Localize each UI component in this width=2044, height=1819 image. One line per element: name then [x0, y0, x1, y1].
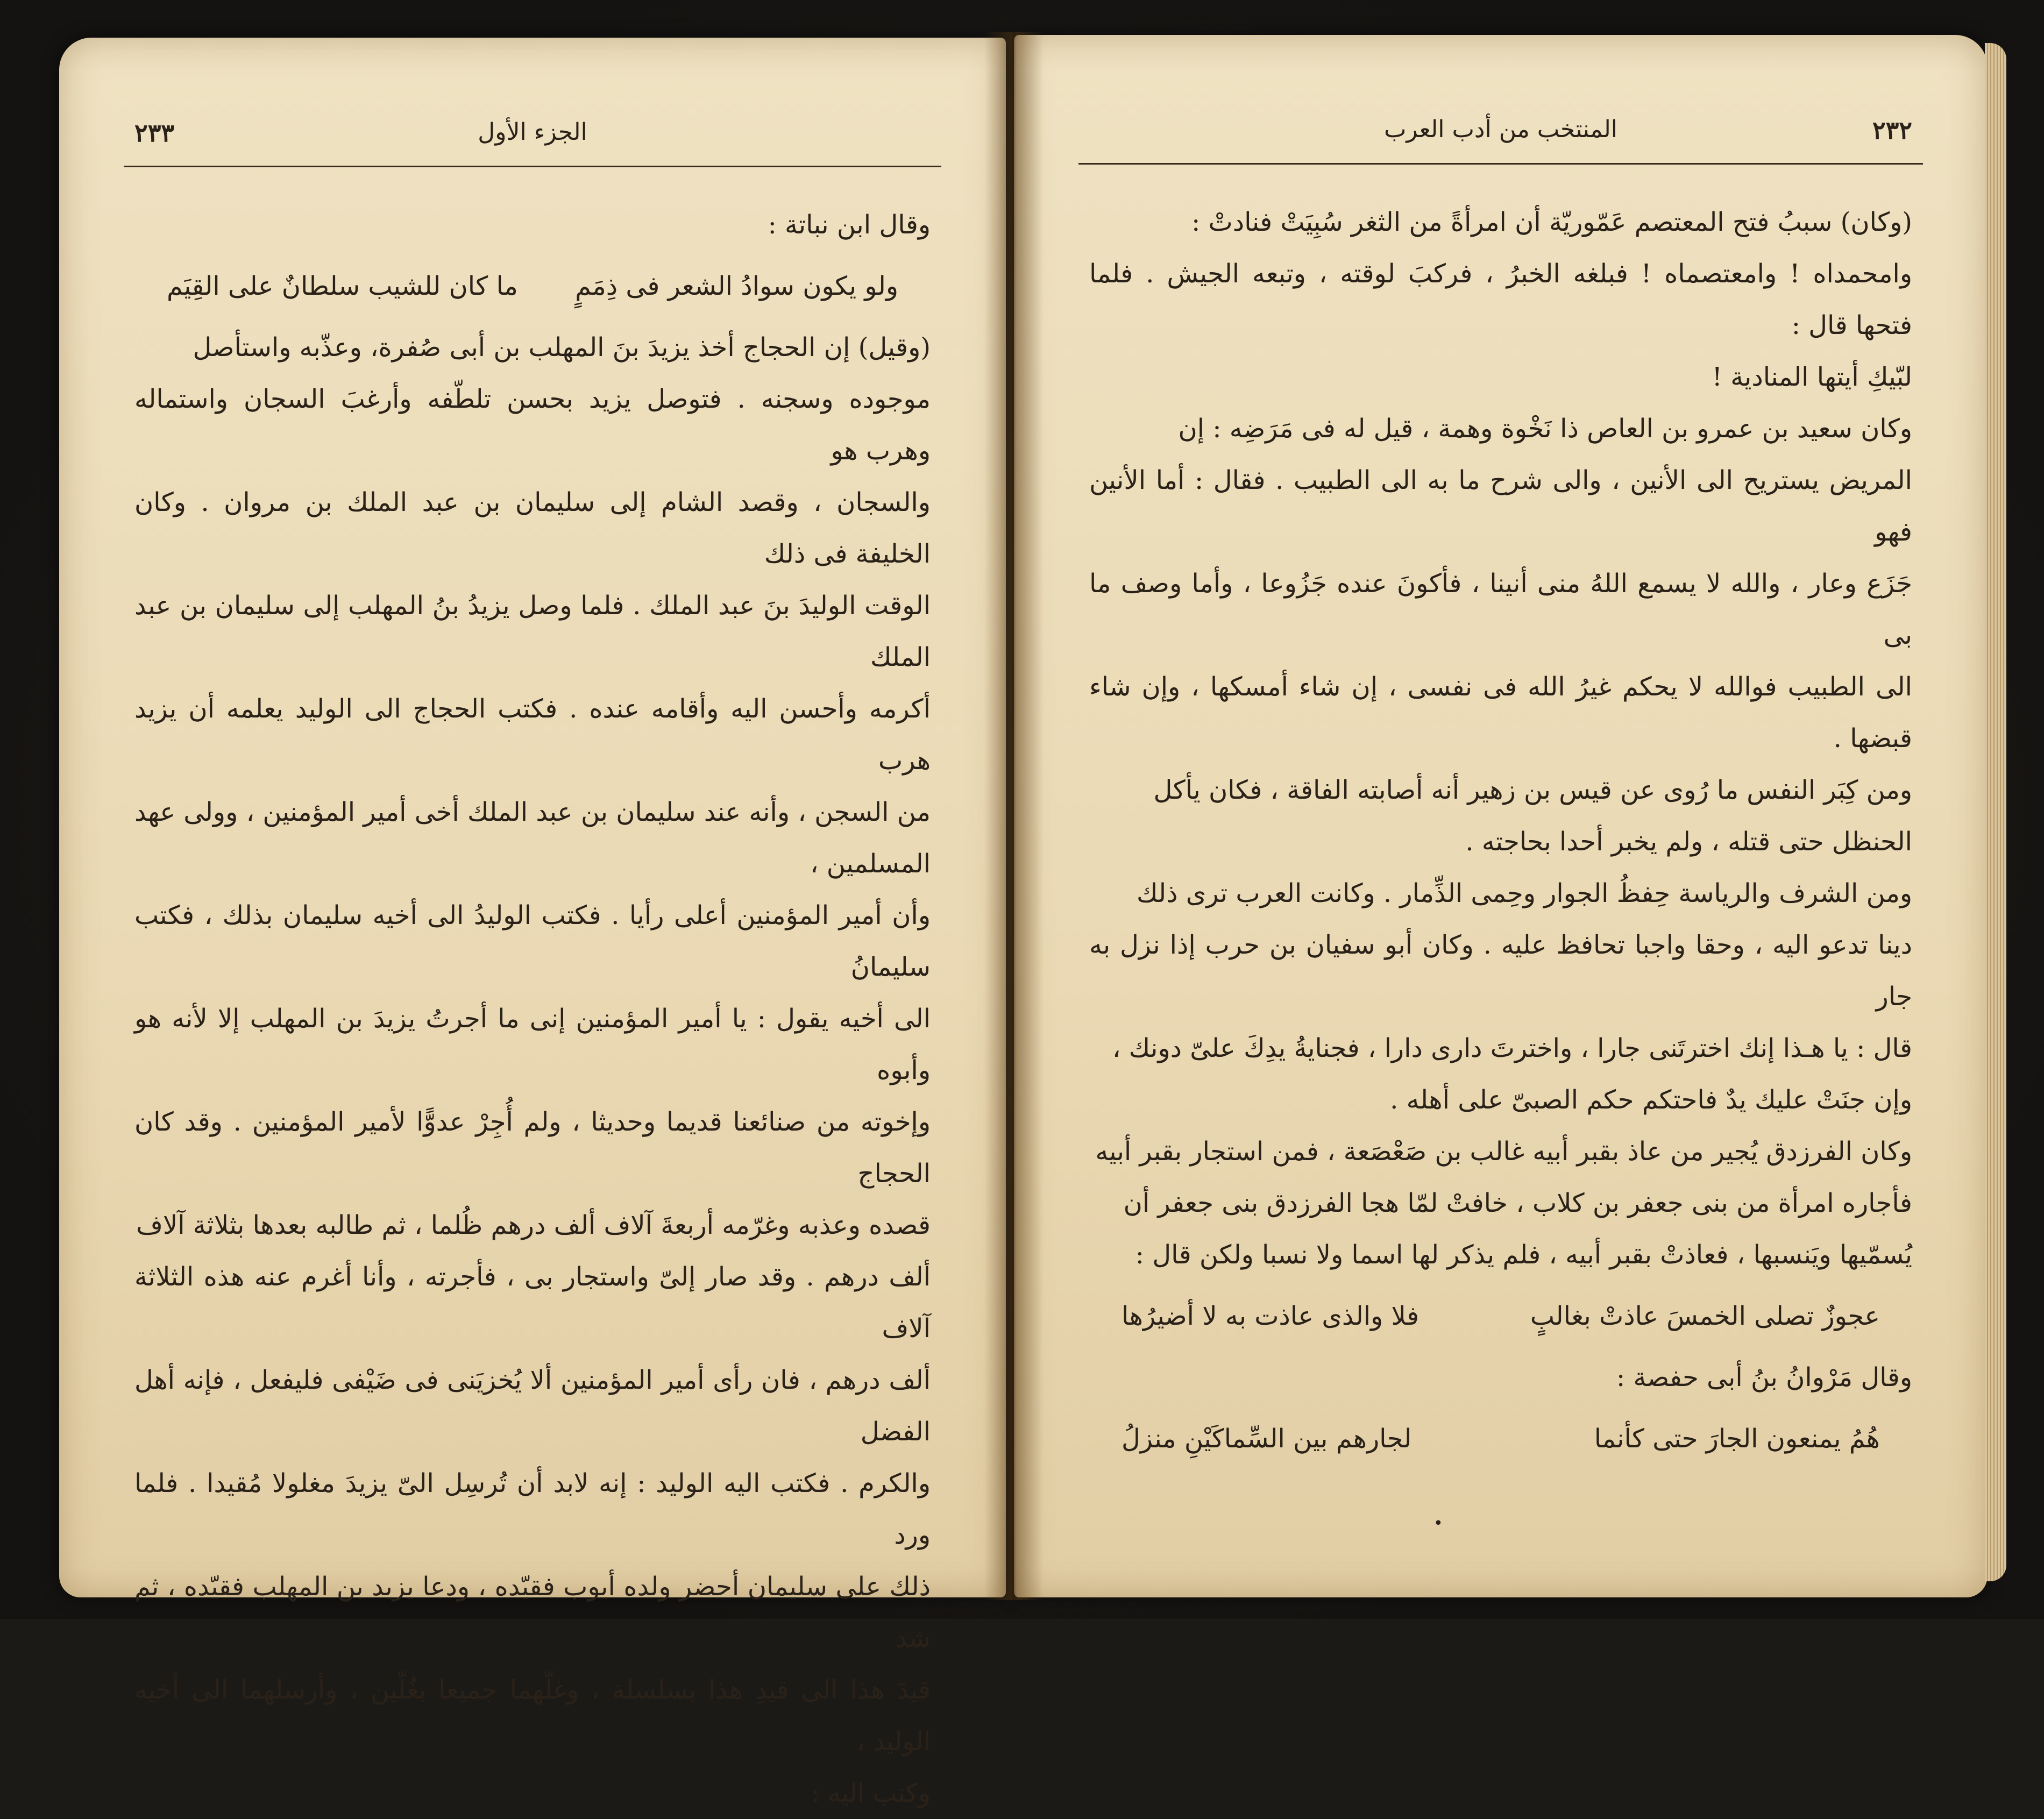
text-line: ذلك على سليمان أحضر ولده أيوب فقيّده ، ودعا يزيد بن المهلب فقيّده ، ثم شد — [134, 1572, 931, 1653]
text-line: موجوده وسجنه . فتوصل يزيد بحسن تلطّفه وأرغبَ السجان واستماله وهرب هو — [134, 384, 931, 466]
text-line: وأن أمير المؤمنين أعلى رأيا . فكتب الوليدُ الى أخيه سليمان بذلك ، فكتب سليمانُ — [134, 900, 931, 982]
right-page-header — [1078, 116, 1923, 159]
text-line: المريض يستريح الى الأنين ، والى شرح ما به الى الطبيب . فقال : أما الأنين فهو — [1089, 465, 1912, 547]
verse-hemistich-left: ما كان للشيب سلطانٌ على القِيَم — [167, 271, 518, 301]
verse-hemistich-right: هُمُ يمنعون الجارَ حتى كأنما — [1594, 1424, 1880, 1454]
verse — [1089, 1413, 1912, 1465]
text-line: ألف درهم ، فان رأى أمير المؤمنين ألا يُخزيَنى فى ضَيْفى فليفعل ، فإنه أهل الفضل — [134, 1365, 931, 1447]
header-rule — [124, 166, 941, 167]
text-line: ألف درهم . وقد صار إلىّ واستجار بى ، فأجرته ، وأنا أغرم عنه هذه الثلاثة آلاف — [134, 1262, 931, 1344]
text-line: قال : يا هـذا إنك اخترتَنى جارا ، واخترتَ دارى دارا ، فجنايةُ يدِكَ علىّ دونك ، — [1112, 1033, 1912, 1063]
text-line: ومن كِبَر النفس ما رُوى عن قيس بن زهير أنه أصابته الفاقة ، فكان يأكل — [1153, 775, 1912, 805]
book-gutter — [984, 32, 1044, 1600]
text-line: أكرمه وأحسن اليه وأقامه عنده . فكتب الحجاج الى الوليد يعلمه أن يزيد هرب — [134, 694, 931, 776]
left-page-body — [134, 199, 931, 1819]
text-line: والكرم . فكتب اليه الوليد : إنه لابد أن تُرسِل الىّ يزيدَ مغلولا مُقيدا . فلما ورد — [134, 1468, 931, 1550]
text-line: (وقيل) إن الحجاج أخذ يزيدَ بنَ المهلب بن أبى صُفرة، وعذّبه واستأصل — [193, 332, 931, 363]
left-page — [59, 38, 1006, 1808]
text-line: (وكان) سببُ فتح المعتصم عَمّوريّة أن امرأةً من الثغر سُبِيَتْ فنادتْ : — [1191, 207, 1912, 237]
text-line: الى الطبيب فوالله لا يحكم غيرُ الله فى نفسى ، إن شاء أمسكها ، وإن شاء قبضها . — [1089, 672, 1913, 754]
right-page — [1014, 35, 1988, 1597]
page-edges — [1985, 43, 2006, 1581]
left-page-number: ٢٣٣ — [134, 118, 175, 147]
text-line: يُسمّيها ويَنسبها ، فعاذتْ بقبر أبيه ، فلم يذكر لها اسما ولا نسبا ولكن قال : — [1135, 1240, 1912, 1270]
verse-hemistich-left: لجارهم بين السِّماكَيْنِ منزلُ — [1122, 1424, 1412, 1454]
text-line: الى أخيه يقول : يا أمير المؤمنين إنى ما أجرتُ يزيدَ بن المهلب إلا لأنه هو وأبوه — [134, 1004, 931, 1085]
right-page-body — [1089, 196, 1912, 1474]
right-page-running-title: المنتخب من أدب العرب — [1383, 116, 1618, 143]
ink-speck: • — [1433, 1514, 1443, 1533]
intro-line: وقال ابن نباتة : — [768, 210, 931, 240]
text-line: قصده وعذبه وغرّمه أربعةَ آلاف ألف درهم ظُلما ، ثم طالبه بعدها بثلاثة آلاف — [136, 1210, 931, 1240]
verse — [134, 260, 931, 312]
text-line: فأجاره امرأة من بنى جعفر بن كلاب ، خافتْ لمّا هجا الفرزدق بنى جعفر أن — [1123, 1188, 1912, 1218]
text-line: من السجن ، وأنه عند سليمان بن عبد الملك أخى أمير المؤمنين ، وولى عهد المسلمين ، — [134, 797, 931, 879]
verse-hemistich-left: فلا والذى عاذت به لا أضيرُها — [1122, 1301, 1420, 1331]
verse-hemistich-right: ولو يكون سوادُ الشعر فى ذِمَمٍ — [575, 271, 898, 301]
text-line: دينا تدعو اليه ، وحقا واجبا تحافظ عليه . وكان أبو سفيان بن حرب إذا نزل به جار — [1089, 930, 1912, 1012]
left-page-header — [124, 118, 941, 161]
text-line: وكان سعيد بن عمرو بن العاص ذا نَخْوة وهمة ، قيل له فى مَرَضِه : إن — [1178, 414, 1912, 444]
text-line: ومن الشرف والرياسة حِفظُ الجوار وحِمى الذِّمار . وكانت العرب ترى ذلك — [1137, 878, 1912, 908]
verse — [1089, 1290, 1912, 1342]
text-line: جَزَع وعار ، والله لا يسمع اللهُ منى أنينا ، فأكونَ عنده جَزُوعا ، وأما وصف ما بى — [1089, 569, 1912, 650]
text-line: وإخوته من صنائعنا قديما وحديثا ، ولم أُجِرْ عدوًّا لأمير المؤمنين . وقد كان الحجاج — [134, 1107, 931, 1189]
text-line: وإن جنَتْ عليك يدٌ فاحتكم حكم الصبىّ على أهله . — [1390, 1085, 1912, 1115]
text-line: قيدَ هذا الى قيدِ هذا بسلسلة ، وغلّهما جميعا بغُلّين ، وأرسلهما الى أخيه الوليد ، — [134, 1675, 931, 1757]
verse-hemistich-right: عجوزٌ تصلى الخمسَ عاذتْ بغالبٍ — [1530, 1301, 1880, 1331]
right-page-number: ٢٣٢ — [1872, 116, 1912, 145]
text-line: وامحمداه ! وامعتصماه ! فبلغه الخبرُ ، فركبَ لوقته ، وتبعه الجيش . فلما فتحها قال : — [1089, 259, 1913, 340]
left-page-running-title: الجزء الأول — [478, 118, 587, 146]
text-line: وكان الفرزدق يُجير من عاذ بقبر أبيه غالب بن صَعْصَعة ، فمن استجار بقبر أبيه — [1095, 1136, 1912, 1167]
text-line: وكتب اليه : — [811, 1778, 931, 1808]
text-line: الحنظل حتى قتله ، ولم يخبر أحدا بحاجته . — [1465, 827, 1912, 857]
intro-line: وقال مَرْوانُ بنُ أبى حفصة : — [1616, 1362, 1912, 1392]
text-line: لبّيكِ أيتها المنادية ! — [1712, 362, 1912, 392]
header-rule — [1078, 163, 1923, 165]
text-line: الوقت الوليدَ بنَ عبد الملك . فلما وصل يزيدُ بنُ المهلب إلى سليمان بن عبد الملك — [134, 591, 931, 672]
text-line: والسجان ، وقصد الشام إلى سليمان بن عبد الملك بن مروان . وكان الخليفة فى ذلك — [134, 487, 931, 569]
